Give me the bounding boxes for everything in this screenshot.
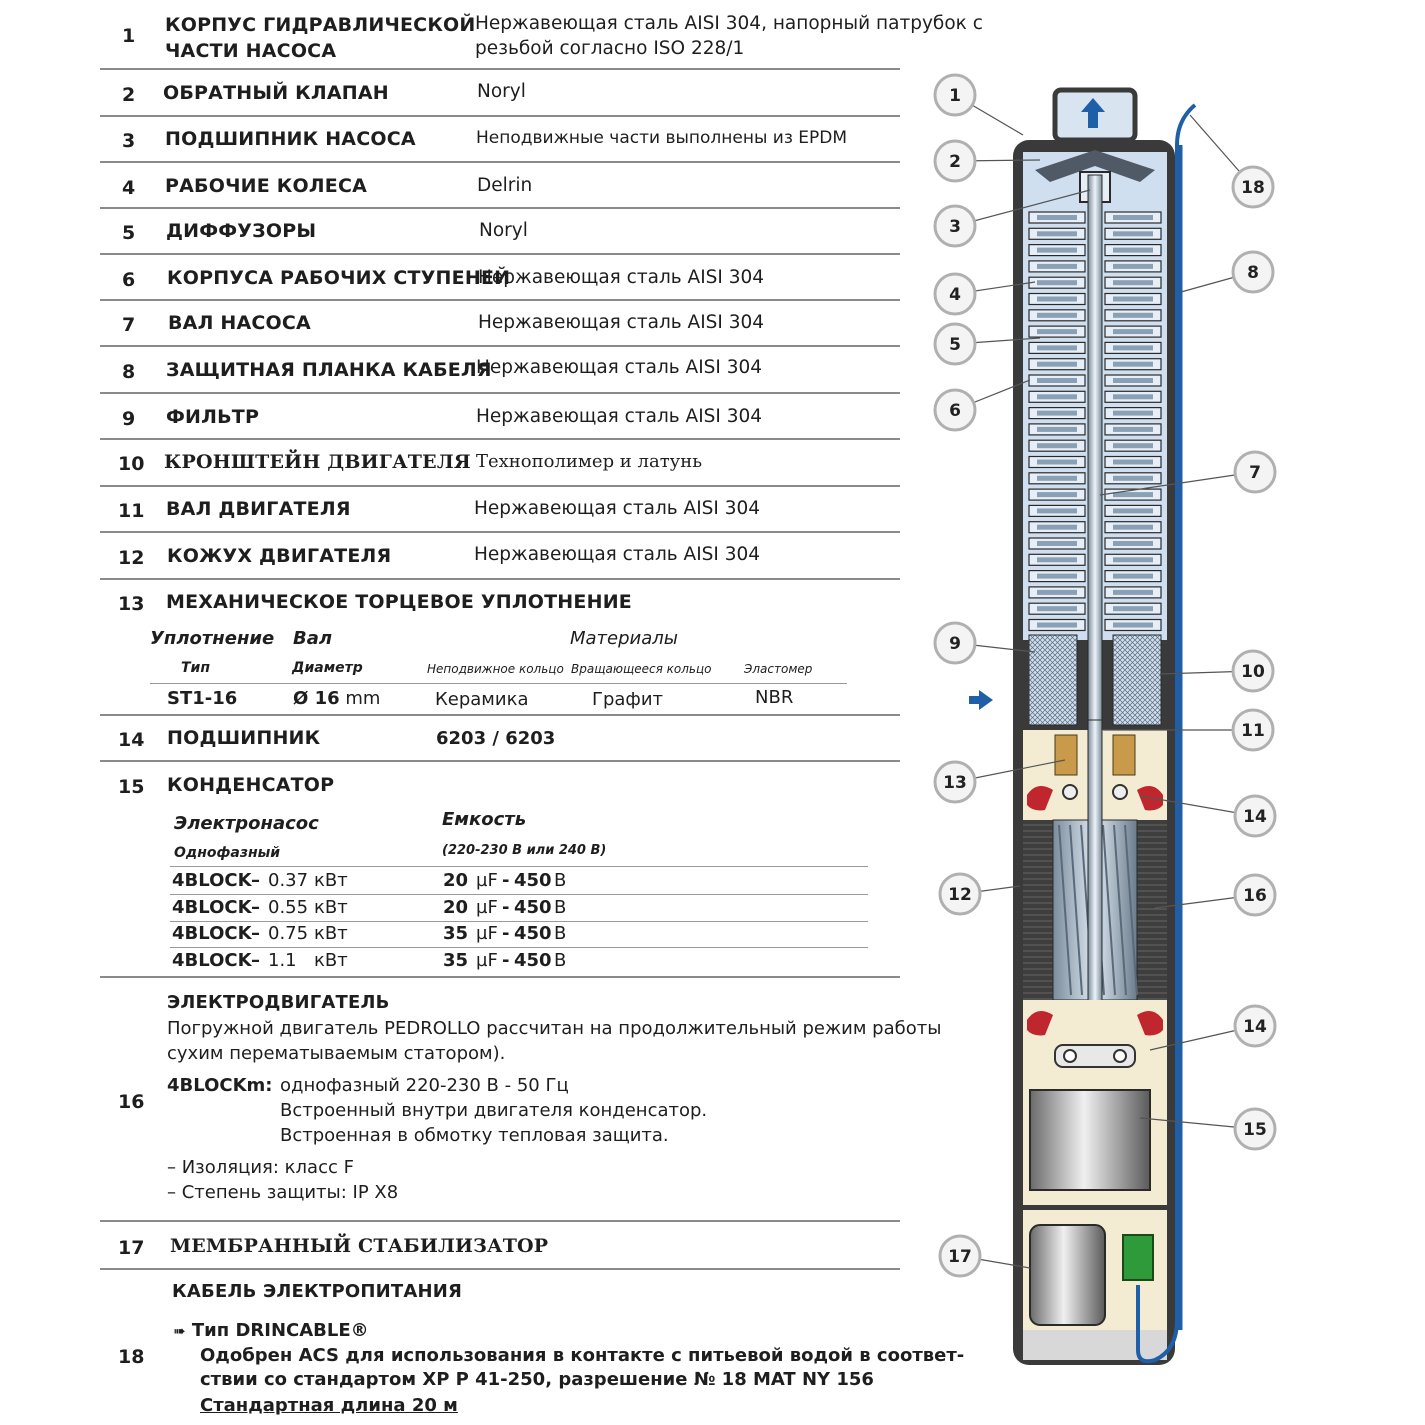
bearing-ball bbox=[1064, 1050, 1076, 1062]
row-material: Неподвижные части выполнены из EPDM bbox=[476, 128, 848, 148]
row-material: Нержавеющая сталь AISI 304 bbox=[474, 498, 761, 519]
divider bbox=[100, 976, 900, 978]
row-name: ВАЛ НАСОСА bbox=[168, 312, 311, 334]
seal-diameter-value: Ø 16 bbox=[293, 688, 340, 709]
capacitor-sub-voltage: (220-230 В или 240 В) bbox=[442, 843, 607, 858]
callout-number: 14 bbox=[1243, 807, 1267, 827]
row-number: 13 bbox=[118, 593, 145, 615]
divider bbox=[170, 947, 868, 948]
row-name: ПОДШИПНИК НАСОСА bbox=[165, 128, 416, 150]
row-number: 3 bbox=[122, 130, 136, 152]
capacitor-power: 1.1 bbox=[268, 950, 297, 971]
capacitor-capacity: 20 bbox=[443, 870, 469, 891]
divider bbox=[100, 299, 900, 301]
row-number: 9 bbox=[122, 408, 136, 430]
row-number: 17 bbox=[118, 1237, 145, 1259]
capacitor-capacity: 20 bbox=[443, 897, 469, 918]
row-name: ОБРАТНЫЙ КЛАПАН bbox=[163, 82, 389, 104]
capacitor-power-unit: кВт bbox=[314, 923, 348, 944]
divider bbox=[170, 894, 868, 895]
callout-number: 12 bbox=[948, 885, 972, 905]
callout bbox=[940, 874, 1020, 914]
diffuser-vane bbox=[1113, 248, 1153, 253]
row-number: 5 bbox=[122, 222, 136, 244]
diffuser-vane bbox=[1113, 313, 1153, 318]
diffuser-vane bbox=[1113, 280, 1153, 285]
diffuser-vane bbox=[1113, 574, 1153, 579]
capacitor-header-pump: Электронасос bbox=[174, 813, 319, 834]
callout-number: 10 bbox=[1241, 662, 1265, 682]
callout-number: 1 bbox=[949, 86, 961, 106]
divider bbox=[100, 578, 900, 580]
capacitor-voltage: 450 bbox=[514, 950, 552, 971]
callout-number: 17 bbox=[948, 1247, 972, 1267]
terminal-block bbox=[1123, 1235, 1153, 1280]
row-name: КОРПУС ГИДРАВЛИЧЕСКОЙ bbox=[165, 14, 476, 36]
divider bbox=[100, 207, 900, 209]
diffuser-vane bbox=[1037, 313, 1077, 318]
callout-number: 13 bbox=[943, 773, 967, 793]
row-material: Нержавеющая сталь AISI 304 bbox=[478, 267, 765, 288]
diffuser-vane bbox=[1037, 574, 1077, 579]
row-name: КОРПУСА РАБОЧИХ СТУПЕНЕЙ bbox=[167, 267, 511, 289]
divider bbox=[100, 1268, 900, 1270]
capacitor-power: 0.37 bbox=[268, 870, 309, 891]
diffuser-vane bbox=[1037, 411, 1077, 416]
callout-number: 8 bbox=[1247, 263, 1259, 283]
seal-sub-fixed: Неподвижное кольцо bbox=[427, 662, 564, 676]
diffuser-vane bbox=[1037, 460, 1077, 465]
diffuser-vane bbox=[1113, 525, 1153, 530]
capacitor-power-unit: кВт bbox=[314, 897, 348, 918]
diffuser-vane bbox=[1113, 215, 1153, 220]
diffuser-vane bbox=[1037, 378, 1077, 383]
diffuser-vane bbox=[1037, 264, 1077, 269]
divider bbox=[170, 866, 868, 867]
pump-cutaway-diagram bbox=[905, 60, 1305, 1390]
bearing-value: 6203 / 6203 bbox=[436, 728, 556, 749]
motor-description: Погружной двигатель PEDROLLO рассчитан на продолжительный режим работы bbox=[167, 1018, 942, 1039]
separator: - bbox=[502, 950, 510, 971]
diffuser-vane bbox=[1037, 394, 1077, 399]
divider bbox=[150, 683, 847, 684]
divider bbox=[100, 68, 900, 70]
row-material: Noryl bbox=[479, 220, 528, 241]
motor-spec: Встроенная в обмотку тепловая защита. bbox=[280, 1125, 669, 1146]
capacitor-capacity-unit: µF bbox=[476, 923, 498, 944]
callout-number: 18 bbox=[1241, 178, 1265, 198]
diffuser-vane bbox=[1037, 541, 1077, 546]
row-name: КОНДЕНСАТОР bbox=[167, 774, 335, 796]
divider bbox=[100, 531, 900, 533]
capacitor-model: 4BLOCK bbox=[172, 950, 252, 971]
separator: - bbox=[502, 870, 510, 891]
capacitor-voltage-unit: В bbox=[554, 870, 567, 891]
row-number: 4 bbox=[122, 177, 136, 199]
capacitor-capacity: 35 bbox=[443, 923, 469, 944]
callout-number: 6 bbox=[949, 401, 961, 421]
callout bbox=[1190, 115, 1273, 207]
diffuser-vane bbox=[1113, 427, 1153, 432]
row-number: 2 bbox=[122, 84, 136, 106]
motor-spec: однофазный 220-230 В - 50 Гц bbox=[280, 1075, 569, 1096]
diffuser-vane bbox=[1113, 606, 1153, 611]
diffuser-vane bbox=[1113, 378, 1153, 383]
seal-sub-type: Тип bbox=[181, 660, 211, 676]
callout-number: 15 bbox=[1243, 1120, 1267, 1140]
diffuser-vane bbox=[1037, 508, 1077, 513]
capacitor-voltage-unit: В bbox=[554, 950, 567, 971]
diffuser-vane bbox=[1113, 362, 1153, 367]
callout-number: 3 bbox=[949, 217, 961, 237]
row-number: 8 bbox=[122, 361, 136, 383]
diffuser-vane bbox=[1113, 329, 1153, 334]
row-number: 11 bbox=[118, 500, 145, 522]
seal-elastomer: NBR bbox=[755, 687, 794, 708]
row-material: Нержавеющая сталь AISI 304, напорный патрубок с bbox=[475, 13, 983, 34]
capacitor-voltage: 450 bbox=[514, 897, 552, 918]
bearing-ball bbox=[1113, 785, 1127, 799]
diffuser-vane bbox=[1113, 231, 1153, 236]
seal-fixed: Керамика bbox=[435, 689, 529, 710]
bearing-ball bbox=[1063, 785, 1077, 799]
cable-type-label: Тип DRINCABLE® bbox=[191, 1320, 369, 1341]
row-number: 18 bbox=[118, 1346, 145, 1368]
base bbox=[1023, 1330, 1167, 1360]
seal-sub-rotating: Вращающееся кольцо bbox=[571, 662, 712, 676]
divider bbox=[100, 345, 900, 347]
stator-right bbox=[1137, 820, 1167, 1000]
diffuser-vane bbox=[1037, 280, 1077, 285]
diffuser-vane bbox=[1113, 411, 1153, 416]
row-number: 15 bbox=[118, 776, 145, 798]
diffuser-vane bbox=[1113, 297, 1153, 302]
diffuser-vane bbox=[1113, 345, 1153, 350]
diffuser-vane bbox=[1113, 394, 1153, 399]
callout-number: 9 bbox=[949, 634, 961, 654]
diffuser-vane bbox=[1037, 297, 1077, 302]
seal-header-shaft: Вал bbox=[293, 628, 333, 649]
row-material: Нержавеющая сталь AISI 304 bbox=[478, 312, 765, 333]
diffuser-vane bbox=[1113, 492, 1153, 497]
diffuser-vane bbox=[1037, 362, 1077, 367]
diffuser-vane bbox=[1113, 541, 1153, 546]
row-number: 1 bbox=[122, 25, 136, 47]
capacitor-capacity-unit: µF bbox=[476, 950, 498, 971]
divider bbox=[100, 760, 900, 762]
cable-length: Стандартная длина 20 м bbox=[200, 1395, 458, 1416]
seal-rotating: Графит bbox=[592, 689, 664, 710]
callout bbox=[1181, 252, 1273, 292]
diffuser-vane bbox=[1037, 606, 1077, 611]
divider bbox=[100, 485, 900, 487]
row-name: КОЖУХ ДВИГАТЕЛЯ bbox=[167, 545, 392, 567]
callout-number: 2 bbox=[949, 152, 961, 172]
seal-sub-diameter: Диаметр bbox=[292, 660, 363, 676]
seal-brass-left bbox=[1055, 735, 1077, 775]
seal-brass-right bbox=[1113, 735, 1135, 775]
diffuser-vane bbox=[1113, 508, 1153, 513]
row-name: ЭЛЕКТРОДВИГАТЕЛЬ bbox=[167, 992, 390, 1013]
diffuser-vane bbox=[1037, 345, 1077, 350]
seal-diameter bbox=[293, 688, 380, 709]
capacitor-sub-phase: Однофазный bbox=[174, 845, 281, 861]
seal-type: ST1-16 bbox=[167, 688, 238, 709]
callout-number: 11 bbox=[1241, 721, 1265, 741]
divider bbox=[100, 392, 900, 394]
motor-spec: Встроенный внутри двигателя конденсатор. bbox=[280, 1100, 708, 1121]
diffuser-vane bbox=[1037, 248, 1077, 253]
capacitor-voltage: 450 bbox=[514, 870, 552, 891]
diffuser-vane bbox=[1113, 443, 1153, 448]
row-name: ЧАСТИ НАСОСА bbox=[165, 40, 337, 62]
diffuser-vane bbox=[1037, 231, 1077, 236]
diffuser-vane bbox=[1113, 476, 1153, 481]
callout-number: 5 bbox=[949, 335, 961, 355]
row-number: 12 bbox=[118, 547, 145, 569]
row-material: Delrin bbox=[477, 175, 533, 196]
motor-insulation: – Изоляция: класс F bbox=[167, 1157, 354, 1178]
diffuser-vane bbox=[1113, 460, 1153, 465]
separator: - bbox=[502, 897, 510, 918]
row-name: ФИЛЬТР bbox=[166, 406, 260, 428]
capacitor-power: 0.55 bbox=[268, 897, 309, 918]
capacitor-model: 4BLOCK bbox=[172, 923, 252, 944]
diffuser-vane bbox=[1037, 427, 1077, 432]
cable-approval: Одобрен ACS для использования в контакте с питьевой водой в соответ- bbox=[200, 1345, 965, 1366]
row-name: ПОДШИПНИК bbox=[167, 727, 321, 749]
row-material: Нержавеющая сталь AISI 304 bbox=[474, 544, 761, 565]
row-material: Технополимер и латунь bbox=[476, 451, 703, 472]
row-material: Нержавеющая сталь AISI 304 bbox=[476, 406, 763, 427]
row-name: МЕХАНИЧЕСКОЕ ТОРЦЕВОЕ УПЛОТНЕНИЕ bbox=[166, 591, 632, 613]
arrow-icon: ➠ bbox=[173, 1322, 186, 1340]
capacitor-model: 4BLOCK bbox=[172, 870, 252, 891]
callout-number: 7 bbox=[1249, 463, 1261, 483]
capacitor-capacity-unit: µF bbox=[476, 870, 498, 891]
row-material: Noryl bbox=[477, 81, 526, 102]
separator: – bbox=[251, 897, 260, 918]
cable-type bbox=[173, 1320, 369, 1341]
seal-header-materials: Материалы bbox=[570, 628, 678, 649]
callout bbox=[935, 75, 1023, 135]
capacitor-power-unit: кВт bbox=[314, 950, 348, 971]
row-name: ЗАЩИТНАЯ ПЛАНКА КАБЕЛЯ bbox=[166, 359, 492, 381]
diffuser-vane bbox=[1037, 443, 1077, 448]
separator: – bbox=[251, 950, 260, 971]
diffuser-vane bbox=[1037, 329, 1077, 334]
row-number: 16 bbox=[118, 1091, 145, 1113]
capacitor-voltage-unit: В bbox=[554, 923, 567, 944]
capacitor-power: 0.75 bbox=[268, 923, 309, 944]
pump-shaft bbox=[1088, 175, 1102, 735]
capacitor-power-unit: кВт bbox=[314, 870, 348, 891]
capacitor-capacity-unit: µF bbox=[476, 897, 498, 918]
divider bbox=[100, 714, 900, 716]
bearing-ball bbox=[1114, 1050, 1126, 1062]
row-name: ДИФФУЗОРЫ bbox=[166, 220, 317, 242]
separator: - bbox=[502, 923, 510, 944]
motor-model: 4BLOCKm: bbox=[167, 1075, 273, 1096]
diffuser-vane bbox=[1113, 590, 1153, 595]
separator: – bbox=[251, 923, 260, 944]
diffuser-vane bbox=[1113, 557, 1153, 562]
seal-header-seal: Уплотнение bbox=[150, 628, 275, 649]
capacitor-voltage-unit: В bbox=[554, 897, 567, 918]
divider bbox=[100, 161, 900, 163]
diffuser-vane bbox=[1037, 215, 1077, 220]
divider bbox=[100, 253, 900, 255]
diffuser-vane bbox=[1113, 264, 1153, 269]
callout-number: 14 bbox=[1243, 1017, 1267, 1037]
divider bbox=[100, 438, 900, 440]
filter-right bbox=[1113, 635, 1161, 725]
inlet-arrow-icon bbox=[969, 690, 993, 710]
row-number: 10 bbox=[118, 453, 145, 475]
capacitor-model: 4BLOCK bbox=[172, 897, 252, 918]
capacitor-voltage: 450 bbox=[514, 923, 552, 944]
row-name: КРОНШТЕЙН ДВИГАТЕЛЯ bbox=[164, 451, 471, 473]
seal-sub-elastomer: Эластомер bbox=[744, 662, 813, 676]
stator-left bbox=[1023, 820, 1053, 1000]
membrane-stabilizer bbox=[1030, 1225, 1105, 1325]
diffuser-vane bbox=[1037, 476, 1077, 481]
row-material: Нержавеющая сталь AISI 304 bbox=[476, 357, 763, 378]
capacitor-capacity: 35 bbox=[443, 950, 469, 971]
diffuser-vane bbox=[1113, 623, 1153, 628]
separator: – bbox=[251, 870, 260, 891]
divider bbox=[100, 1220, 900, 1222]
divider bbox=[170, 921, 868, 922]
diffuser-vane bbox=[1037, 557, 1077, 562]
row-number: 6 bbox=[122, 269, 136, 291]
seal-diameter-unit: mm bbox=[345, 688, 381, 709]
diffuser-vane bbox=[1037, 623, 1077, 628]
motor-bracket bbox=[1013, 640, 1029, 740]
filter-left bbox=[1029, 635, 1077, 725]
diffuser-vane bbox=[1037, 525, 1077, 530]
row-name: МЕМБРАННЫЙ СТАБИЛИЗАТОР bbox=[170, 1235, 549, 1257]
divider bbox=[100, 115, 900, 117]
callout-number: 4 bbox=[949, 285, 961, 305]
row-name: РАБОЧИЕ КОЛЕСА bbox=[165, 175, 368, 197]
capacitor-header-capacity: Емкость bbox=[442, 809, 527, 830]
row-number: 7 bbox=[122, 314, 136, 336]
motor-protection: – Степень защиты: IP X8 bbox=[167, 1182, 399, 1203]
motor-description: сухим перематываемым статором). bbox=[167, 1043, 506, 1064]
row-name: ВАЛ ДВИГАТЕЛЯ bbox=[166, 498, 351, 520]
row-material: резьбой согласно ISO 228/1 bbox=[475, 38, 745, 59]
capacitor bbox=[1030, 1090, 1150, 1190]
row-name: КАБЕЛЬ ЭЛЕКТРОПИТАНИЯ bbox=[172, 1281, 463, 1302]
cable-approval: ствии со стандартом XP P 41-250, разрешение № 18 MAT NY 156 bbox=[200, 1369, 874, 1390]
row-number: 14 bbox=[118, 729, 145, 751]
diffuser-vane bbox=[1037, 492, 1077, 497]
diffuser-vane bbox=[1037, 590, 1077, 595]
callout-number: 16 bbox=[1243, 886, 1267, 906]
